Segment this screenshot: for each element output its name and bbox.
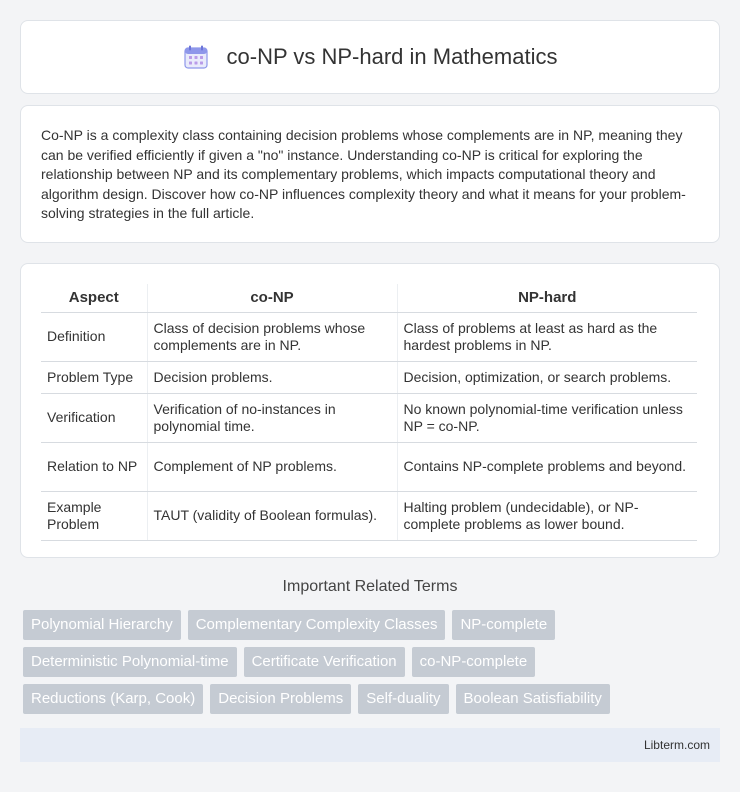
tag-np-complete[interactable]: NP-complete (452, 610, 555, 640)
tag-decision-problems[interactable]: Decision Problems (210, 684, 351, 714)
tag-row (23, 647, 713, 677)
tag-deterministic-polynomial-time[interactable]: Deterministic Polynomial-time (23, 647, 237, 677)
tag-co-np-complete[interactable]: co-NP-complete (412, 647, 536, 677)
table-cell: Relation to NP (41, 442, 147, 491)
header-nphard: NP-hard (397, 284, 697, 312)
header-conp: co-NP (147, 284, 397, 312)
header-aspect: Aspect (41, 284, 147, 312)
tag-boolean-satisfiability[interactable]: Boolean Satisfiability (456, 684, 610, 714)
tag-complementary-complexity-classes[interactable]: Complementary Complexity Classes (188, 610, 446, 640)
comparison-card (20, 263, 720, 558)
header-card (20, 20, 720, 94)
table-cell: Verification of no-instances in polynomial time. (147, 393, 397, 442)
intro-text: Co-NP is a complexity class containing decision problems whose complements are in NP, meaning they can be verified efficiently if given a "no" instance. Understanding co-NP is critical for exploring the relationship between NP and its complementary problems, which impacts computational theory and algorithm design. Discover how co-NP influences complexity theory and what it means for your problem-solving strategies in the full article. (41, 127, 686, 222)
page-title: co-NP vs NP-hard in Mathematics (226, 44, 558, 69)
table-header-row (41, 284, 697, 312)
tag-row (23, 610, 713, 640)
table-cell: Decision problems. (147, 361, 397, 393)
intro-card (20, 105, 720, 243)
table-row (41, 312, 697, 361)
table-cell: Halting problem (undecidable), or NP-complete problems as lower bound. (397, 491, 697, 540)
table-cell: No known polynomial-time verification unless NP = co-NP. (397, 393, 697, 442)
table-row (41, 393, 697, 442)
footer (20, 728, 720, 762)
tag-reductions[interactable]: Reductions (Karp, Cook) (23, 684, 203, 714)
tag-certificate-verification[interactable]: Certificate Verification (244, 647, 405, 677)
table-cell: Decision, optimization, or search problems. (397, 361, 697, 393)
table-cell: Example Problem (41, 491, 147, 540)
table-cell: Complement of NP problems. (147, 442, 397, 491)
table-row (41, 442, 697, 491)
table-row (41, 361, 697, 393)
related-terms-list (23, 610, 713, 721)
table-cell: Verification (41, 393, 147, 442)
table-cell: Class of decision problems whose complements are in NP. (147, 312, 397, 361)
table-cell: Problem Type (41, 361, 147, 393)
comparison-table (41, 284, 697, 541)
table-cell: Contains NP-complete problems and beyond. (397, 442, 697, 491)
table-cell: TAUT (validity of Boolean formulas). (147, 491, 397, 540)
tag-row (23, 684, 713, 714)
related-terms-title: Important Related Terms (282, 578, 458, 595)
table-row (41, 491, 697, 540)
footer-site-link[interactable]: Libterm.com (643, 738, 710, 752)
tag-self-duality[interactable]: Self-duality (358, 684, 448, 714)
tag-polynomial-hierarchy[interactable]: Polynomial Hierarchy (23, 610, 181, 640)
table-cell: Definition (41, 312, 147, 361)
table-cell: Class of problems at least as hard as the hardest problems in NP. (397, 312, 697, 361)
calendar-icon (183, 44, 209, 70)
